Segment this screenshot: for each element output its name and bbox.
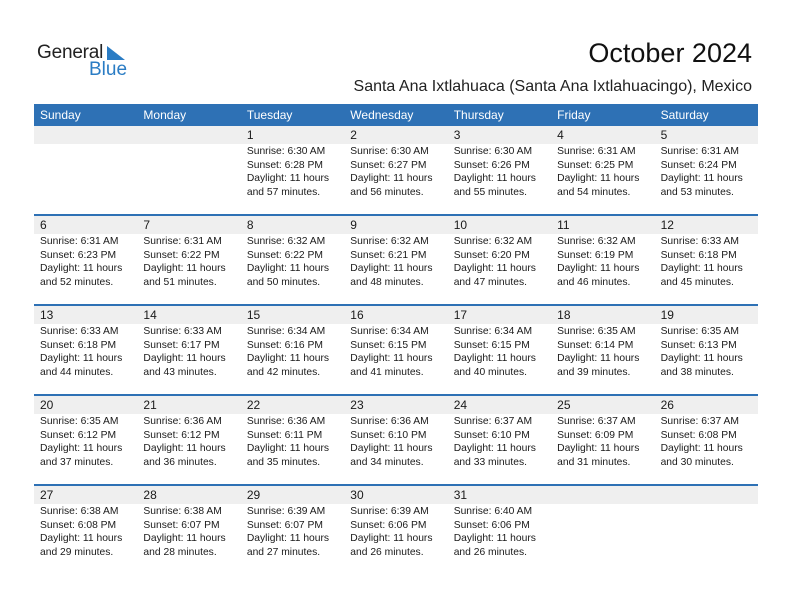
day-number: 11 <box>557 218 570 232</box>
sunset-text: Sunset: 6:11 PM <box>246 429 323 441</box>
sunset-text <box>40 159 137 173</box>
day-number: 8 <box>246 218 254 232</box>
sunrise-text: Sunrise: 6:34 AM <box>246 326 326 337</box>
sunset-text: Sunset: 6:06 PM <box>453 519 530 531</box>
page-title: October 2024 <box>588 38 752 68</box>
minutes-text <box>661 546 758 560</box>
minutes-text: and 47 minutes. <box>453 276 527 288</box>
sunset-text: Sunset: 6:08 PM <box>40 519 117 531</box>
sunset-text: Sunset: 6:28 PM <box>246 159 323 171</box>
day-number: 18 <box>557 308 571 322</box>
day-cell-info <box>448 504 551 559</box>
day-cell-info <box>551 504 654 559</box>
day-number: 27 <box>40 488 54 502</box>
daylight-text: Daylight: 11 hours <box>557 443 640 455</box>
sunset-text: Sunset: 6:10 PM <box>350 429 427 441</box>
sunrise-text: Sunrise: 6:30 AM <box>350 146 429 157</box>
logo-text-general: General <box>37 42 104 63</box>
sunrise-text: Sunrise: 6:35 AM <box>40 416 119 427</box>
daylight-text: Daylight: 11 hours <box>246 353 330 365</box>
minutes-text: and 36 minutes. <box>143 456 217 468</box>
daylight-text: Daylight: 11 hours <box>557 353 640 365</box>
daylight-text: Daylight: 11 hours <box>660 173 743 185</box>
sunset-text: Sunset: 6:12 PM <box>40 429 117 441</box>
sunset-text: Sunset: 6:22 PM <box>246 249 323 261</box>
day-number: 31 <box>453 488 468 502</box>
minutes-text: and 35 minutes. <box>246 456 321 468</box>
sunrise-text: Sunrise: 6:39 AM <box>246 506 326 517</box>
sunset-text: Sunset: 6:07 PM <box>143 519 220 531</box>
sunrise-text <box>40 145 137 159</box>
daylight-text: Daylight: 11 hours <box>40 353 123 365</box>
day-cell-info <box>655 234 758 289</box>
daylight-text: Daylight: 11 hours <box>246 263 330 275</box>
week-row <box>34 484 758 574</box>
day-number: 5 <box>660 128 668 142</box>
minutes-text: and 38 minutes. <box>660 366 734 378</box>
day-info-row <box>34 414 758 469</box>
sunset-text: Sunset: 6:24 PM <box>660 159 737 171</box>
sunrise-text: Sunrise: 6:32 AM <box>453 236 533 247</box>
sunset-text: Sunset: 6:17 PM <box>143 339 220 351</box>
minutes-text: and 33 minutes. <box>453 456 527 468</box>
day-cell-info <box>137 504 240 559</box>
day-cell-info <box>448 414 551 469</box>
sunrise-text: Sunrise: 6:40 AM <box>453 506 533 517</box>
weekday-tuesday: Tuesday <box>246 108 293 122</box>
sunset-text: Sunset: 6:09 PM <box>557 429 634 441</box>
day-cell-info <box>655 504 758 559</box>
minutes-text: and 46 minutes. <box>557 276 631 288</box>
sunrise-text: Sunrise: 6:30 AM <box>453 146 533 157</box>
day-cell-info <box>137 234 240 289</box>
minutes-text: and 44 minutes. <box>40 366 114 378</box>
sunrise-text: Sunrise: 6:37 AM <box>660 416 739 427</box>
daylight-text: Daylight: 11 hours <box>660 353 743 365</box>
day-cell-info <box>551 414 654 469</box>
sunset-text: Sunset: 6:06 PM <box>350 519 427 531</box>
day-cell-info <box>241 234 344 289</box>
sunset-text: Sunset: 6:15 PM <box>453 339 530 351</box>
day-number: 14 <box>143 308 157 322</box>
sunset-text: Sunset: 6:22 PM <box>143 249 220 261</box>
day-cell-info <box>34 504 137 559</box>
sunset-text <box>143 159 240 173</box>
sunset-text: Sunset: 6:27 PM <box>350 159 427 171</box>
sunset-text: Sunset: 6:12 PM <box>143 429 220 441</box>
day-info-row <box>34 144 758 199</box>
daylight-text <box>143 172 240 186</box>
sunset-text: Sunset: 6:15 PM <box>350 339 427 351</box>
sunset-text: Sunset: 6:16 PM <box>246 339 323 351</box>
logo <box>37 42 137 82</box>
day-cell-info <box>344 324 447 379</box>
daylight-text: Daylight: 11 hours <box>143 353 226 365</box>
sunrise-text <box>557 505 654 519</box>
sunset-text: Sunset: 6:25 PM <box>557 159 634 171</box>
sunrise-text <box>661 505 758 519</box>
day-cell-info <box>241 504 344 559</box>
sunrise-text: Sunrise: 6:32 AM <box>246 236 326 247</box>
sunrise-text: Sunrise: 6:33 AM <box>40 326 119 337</box>
day-number: 29 <box>246 488 261 502</box>
day-number <box>34 126 137 144</box>
logo-text-blue: Blue <box>89 59 128 80</box>
day-number: 3 <box>453 128 461 142</box>
daylight-text: Daylight: 11 hours <box>453 533 536 545</box>
day-cell-info <box>344 234 447 289</box>
day-cell-info <box>344 504 447 559</box>
minutes-text: and 45 minutes. <box>660 276 734 288</box>
day-cell-info <box>241 144 344 199</box>
day-number <box>655 486 758 504</box>
minutes-text: and 31 minutes. <box>557 456 631 468</box>
day-cell-info <box>34 324 137 379</box>
minutes-text: and 42 minutes. <box>246 366 321 378</box>
day-cell-info <box>551 324 654 379</box>
sunrise-text: Sunrise: 6:35 AM <box>557 326 636 337</box>
minutes-text: and 50 minutes. <box>246 276 321 288</box>
day-number-row <box>34 306 758 324</box>
daylight-text: Daylight: 11 hours <box>453 263 536 275</box>
sunset-text: Sunset: 6:13 PM <box>660 339 737 351</box>
sunset-text: Sunset: 6:18 PM <box>660 249 737 261</box>
day-number-row <box>34 486 758 504</box>
minutes-text: and 43 minutes. <box>143 366 217 378</box>
daylight-text: Daylight: 11 hours <box>557 173 640 185</box>
day-number: 9 <box>350 218 357 232</box>
day-number: 26 <box>660 398 674 412</box>
day-number: 25 <box>557 398 571 412</box>
day-number: 4 <box>557 128 564 142</box>
day-number: 19 <box>660 308 674 322</box>
week-row <box>34 214 758 304</box>
day-number-row <box>34 126 758 144</box>
sunrise-text: Sunrise: 6:32 AM <box>350 236 429 247</box>
daylight-text: Daylight: 11 hours <box>660 263 743 275</box>
daylight-text: Daylight: 11 hours <box>40 533 123 545</box>
day-number: 24 <box>453 398 468 412</box>
day-number: 2 <box>350 128 357 142</box>
week-row <box>34 394 758 484</box>
weekday-friday: Friday <box>557 108 591 122</box>
day-number <box>137 126 240 144</box>
sunrise-text: Sunrise: 6:34 AM <box>453 326 533 337</box>
sunrise-text: Sunrise: 6:36 AM <box>350 416 429 427</box>
day-number: 1 <box>246 128 254 142</box>
minutes-text: and 26 minutes. <box>453 546 527 558</box>
weekday-wednesday: Wednesday <box>350 108 414 122</box>
sunset-text: Sunset: 6:20 PM <box>453 249 530 261</box>
daylight-text: Daylight: 11 hours <box>143 263 226 275</box>
sunset-text <box>661 519 758 533</box>
day-number: 30 <box>350 488 364 502</box>
weekday-sunday: Sunday <box>40 108 81 122</box>
minutes-text: and 34 minutes. <box>350 456 424 468</box>
sunset-text: Sunset: 6:19 PM <box>557 249 634 261</box>
daylight-text: Daylight: 11 hours <box>143 533 226 545</box>
sunrise-text: Sunrise: 6:37 AM <box>453 416 533 427</box>
day-info-row <box>34 504 758 559</box>
minutes-text <box>143 186 240 200</box>
day-number: 22 <box>246 398 261 412</box>
minutes-text: and 37 minutes. <box>40 456 114 468</box>
sunrise-text: Sunrise: 6:37 AM <box>557 416 636 427</box>
minutes-text: and 48 minutes. <box>350 276 424 288</box>
minutes-text: and 40 minutes. <box>453 366 527 378</box>
day-cell-info <box>655 144 758 199</box>
daylight-text: Daylight: 11 hours <box>40 263 123 275</box>
sunset-text: Sunset: 6:26 PM <box>453 159 530 171</box>
minutes-text: and 27 minutes. <box>246 546 321 558</box>
minutes-text <box>557 546 654 560</box>
day-number-row <box>34 396 758 414</box>
day-number: 12 <box>660 218 674 232</box>
sunrise-text: Sunrise: 6:38 AM <box>40 506 119 517</box>
sunrise-text: Sunrise: 6:31 AM <box>143 236 222 247</box>
daylight-text <box>557 532 654 546</box>
sunrise-text: Sunrise: 6:34 AM <box>350 326 429 337</box>
day-number: 20 <box>40 398 54 412</box>
minutes-text <box>40 186 137 200</box>
sunset-text: Sunset: 6:14 PM <box>557 339 634 351</box>
weekday-saturday: Saturday <box>660 108 709 122</box>
location-subtitle: Santa Ana Ixtlahuaca (Santa Ana Ixtlahuacingo), Mexico <box>353 78 752 95</box>
minutes-text: and 26 minutes. <box>350 546 424 558</box>
weeks-container <box>34 126 758 574</box>
daylight-text: Daylight: 11 hours <box>660 443 743 455</box>
sunset-text: Sunset: 6:21 PM <box>350 249 427 261</box>
daylight-text: Daylight: 11 hours <box>350 443 433 455</box>
minutes-text: and 41 minutes. <box>350 366 424 378</box>
day-number-row <box>34 216 758 234</box>
sunset-text: Sunset: 6:18 PM <box>40 339 117 351</box>
day-number: 7 <box>143 218 151 232</box>
day-info-row <box>34 234 758 289</box>
daylight-text: Daylight: 11 hours <box>453 173 536 185</box>
weekday-header <box>34 104 758 126</box>
sunrise-text: Sunrise: 6:31 AM <box>660 146 739 157</box>
minutes-text: and 57 minutes. <box>246 186 321 198</box>
sunset-text: Sunset: 6:08 PM <box>660 429 737 441</box>
sunrise-text <box>143 145 240 159</box>
day-cell-info <box>655 414 758 469</box>
day-number: 23 <box>350 398 364 412</box>
logo-triangle-icon <box>107 46 125 60</box>
week-row <box>34 126 758 214</box>
sunset-text: Sunset: 6:07 PM <box>246 519 323 531</box>
daylight-text: Daylight: 11 hours <box>453 353 536 365</box>
sunset-text <box>557 519 654 533</box>
daylight-text: Daylight: 11 hours <box>350 173 433 185</box>
day-cell-info <box>34 234 137 289</box>
day-cell-info <box>137 414 240 469</box>
sunrise-text: Sunrise: 6:31 AM <box>557 146 636 157</box>
day-number: 28 <box>143 488 157 502</box>
weekday-thursday: Thursday <box>453 108 504 122</box>
day-cell-info <box>137 324 240 379</box>
daylight-text <box>661 532 758 546</box>
daylight-text <box>40 172 137 186</box>
daylight-text: Daylight: 11 hours <box>350 353 433 365</box>
day-info-row <box>34 324 758 379</box>
daylight-text: Daylight: 11 hours <box>350 533 433 545</box>
sunrise-text: Sunrise: 6:30 AM <box>246 146 326 157</box>
day-cell-info <box>551 144 654 199</box>
day-number: 15 <box>246 308 261 322</box>
day-cell-info <box>344 144 447 199</box>
minutes-text: and 55 minutes. <box>453 186 527 198</box>
minutes-text: and 28 minutes. <box>143 546 217 558</box>
sunset-text: Sunset: 6:23 PM <box>40 249 117 261</box>
day-cell-info <box>241 324 344 379</box>
daylight-text: Daylight: 11 hours <box>143 443 226 455</box>
minutes-text: and 39 minutes. <box>557 366 631 378</box>
day-number: 13 <box>40 308 54 322</box>
sunrise-text: Sunrise: 6:36 AM <box>143 416 222 427</box>
daylight-text: Daylight: 11 hours <box>40 443 123 455</box>
minutes-text: and 53 minutes. <box>660 186 734 198</box>
day-cell-info <box>448 234 551 289</box>
minutes-text: and 29 minutes. <box>40 546 114 558</box>
weekday-monday: Monday <box>143 108 187 122</box>
minutes-text: and 54 minutes. <box>557 186 631 198</box>
minutes-text: and 56 minutes. <box>350 186 424 198</box>
minutes-text: and 51 minutes. <box>143 276 217 288</box>
sunrise-text: Sunrise: 6:33 AM <box>660 236 739 247</box>
sunrise-text: Sunrise: 6:36 AM <box>246 416 326 427</box>
day-cell-info <box>551 234 654 289</box>
daylight-text: Daylight: 11 hours <box>246 443 330 455</box>
sunrise-text: Sunrise: 6:35 AM <box>660 326 739 337</box>
day-number: 17 <box>453 308 468 322</box>
week-row <box>34 304 758 394</box>
day-cell-info <box>34 144 137 199</box>
calendar <box>34 104 758 574</box>
daylight-text: Daylight: 11 hours <box>350 263 433 275</box>
day-cell-info <box>448 144 551 199</box>
day-number <box>551 486 654 504</box>
day-cell-info <box>137 144 240 199</box>
sunrise-text: Sunrise: 6:31 AM <box>40 236 119 247</box>
day-cell-info <box>448 324 551 379</box>
day-cell-info <box>34 414 137 469</box>
minutes-text: and 52 minutes. <box>40 276 114 288</box>
sunrise-text: Sunrise: 6:38 AM <box>143 506 222 517</box>
sunrise-text: Sunrise: 6:32 AM <box>557 236 636 247</box>
day-number: 6 <box>40 218 47 232</box>
daylight-text: Daylight: 11 hours <box>453 443 536 455</box>
sunset-text: Sunset: 6:10 PM <box>453 429 530 441</box>
day-cell-info <box>655 324 758 379</box>
day-number: 16 <box>350 308 364 322</box>
day-number: 10 <box>453 218 468 232</box>
daylight-text: Daylight: 11 hours <box>557 263 640 275</box>
day-cell-info <box>241 414 344 469</box>
minutes-text: and 30 minutes. <box>660 456 734 468</box>
sunrise-text: Sunrise: 6:33 AM <box>143 326 222 337</box>
sunrise-text: Sunrise: 6:39 AM <box>350 506 429 517</box>
daylight-text: Daylight: 11 hours <box>246 173 330 185</box>
day-number: 21 <box>143 398 157 412</box>
day-cell-info <box>344 414 447 469</box>
daylight-text: Daylight: 11 hours <box>246 533 330 545</box>
